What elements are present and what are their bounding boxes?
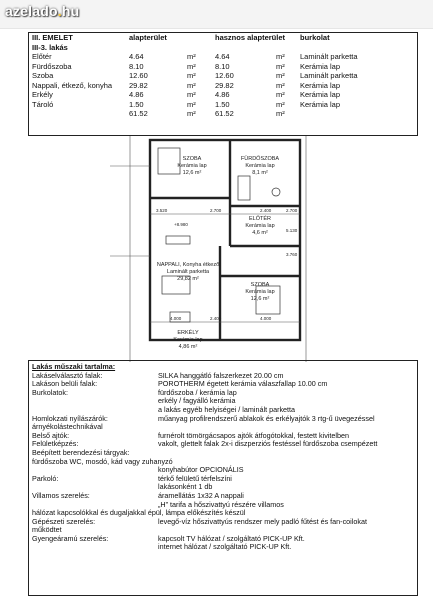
spec-value: lakásonként 1 db	[158, 482, 213, 492]
table-total-row	[29, 109, 417, 119]
table-cell: m²	[187, 99, 196, 109]
table-cell: m²	[276, 71, 285, 80]
dimension-label: 5.130	[286, 228, 298, 233]
table-cell: Tároló	[32, 99, 54, 109]
spec-value: vakolt, glettelt falak 2x-i diszperziós festéssel fürdőszoba csempézett	[158, 439, 378, 449]
table-cell: hasznos alapterület	[215, 33, 286, 42]
spec-title: Lakás műszaki tartalma:	[32, 362, 116, 371]
spec-value: POROTHERM égetett kerámia válaszfallap 10.00 cm	[158, 379, 328, 389]
logo-dot: .	[57, 3, 62, 19]
dimension-label: 2.700	[286, 208, 298, 213]
table-cell: 12.60	[215, 71, 234, 80]
room-label-line: 12,6 m²	[182, 170, 202, 176]
floor-plan	[110, 136, 320, 362]
plan-walls	[150, 140, 300, 340]
dimension-label: 2.700	[210, 208, 222, 213]
table-row	[29, 100, 417, 110]
room-label-line: Kerámia lap	[177, 163, 207, 169]
table-cell: Kerámia lap	[300, 99, 341, 109]
room-label-furdo	[241, 155, 280, 176]
table-cell: Kerámia lap	[300, 90, 341, 99]
spec-label: Lakáson belüli falak:	[32, 379, 98, 389]
table-cell: m²	[187, 61, 196, 71]
room-label-line: Kerámia lap	[245, 223, 275, 229]
table-row	[29, 52, 417, 62]
plan-dimension-lines	[110, 136, 306, 362]
spec-value: műanyag profilrendszerű ablakok és erkélyajtók 3 rtg-ű üvegezéssel	[158, 413, 375, 423]
table-cell: m²	[276, 80, 285, 90]
spec-label: árnyékolástechnikával	[32, 422, 103, 432]
room-label-line: 29,82 m²	[177, 276, 199, 282]
spec-label: Gépészeti szerelés:	[32, 516, 96, 526]
site-logo[interactable]	[5, 3, 79, 19]
room-label-line: ELŐTÉR	[248, 216, 272, 222]
toilet	[272, 188, 280, 196]
spec-body	[32, 363, 416, 552]
spec-value: levegő-víz hőszivattyús rendszer mely padló fűtést és fan-coilokat	[158, 516, 367, 526]
spec-line	[32, 518, 416, 527]
table-cell: 12.60	[129, 71, 148, 80]
room-label-line: SZOBA	[182, 156, 202, 162]
room-label-line: Kerámia lap	[173, 337, 203, 343]
spec-value: „H” tarifa a hőszivattyú részére villamos	[158, 499, 284, 509]
spec-label: Homlokzati nyílászárók:	[32, 413, 108, 423]
table-header	[29, 33, 417, 43]
spec-value: konyhabútor OPCIONÁLIS	[158, 465, 244, 475]
table-cell: m²	[276, 109, 285, 118]
table-cell: 1.50	[129, 99, 144, 109]
room-label-line: NAPPALI, Konyha étkező	[156, 262, 220, 268]
table-cell: alapterület	[129, 33, 167, 42]
room-label-nappali	[157, 262, 219, 282]
table-cell: Fürdőszoba	[32, 61, 72, 71]
table-cell: 1.50	[215, 99, 230, 109]
table-cell: m²	[187, 109, 196, 118]
room-label-erkely	[173, 329, 202, 350]
spec-label: Felületképzés:	[32, 439, 79, 449]
room-label-line: Laminált parketta	[166, 269, 210, 275]
table-cell: Erkély	[32, 90, 53, 99]
spec-value: áramellátás 1x32 A nappali	[158, 490, 244, 500]
table-cell: Kerámia lap	[300, 61, 341, 71]
dimension-label: 2.400	[260, 208, 272, 213]
room-label-szoba-top	[177, 156, 206, 176]
spec-label: Burkolatok:	[32, 387, 68, 397]
table-cell: m²	[276, 52, 285, 61]
logo-tld: hu	[61, 3, 80, 19]
table-cell: burkolat	[300, 33, 330, 42]
bed-top	[158, 148, 180, 174]
room-label-line: 4,86 m²	[178, 344, 198, 350]
table-cell: Laminált parketta	[300, 71, 358, 80]
table-cell: Nappali, étkező, konyha	[32, 80, 113, 90]
spec-label: Beépített berendezési tárgyak:	[32, 447, 130, 457]
table-cell: 61.52	[129, 109, 148, 118]
table-cell: Kerámia lap	[300, 80, 341, 90]
dimension-label: 3.760	[286, 252, 298, 257]
table-row	[29, 90, 417, 100]
spec-value: kapcsolt TV hálózat / szolgáltató PICK-UP Kft.	[158, 533, 305, 543]
table-cell: 8.10	[215, 61, 230, 71]
table-cell: 4.64	[129, 52, 144, 61]
spec-value: furnérolt tömörgácsapos ajtók átfogótokkal, festett kivitelben	[158, 430, 349, 440]
room-label-line: 4,6 m²	[252, 230, 268, 236]
area-table-body	[29, 33, 417, 119]
spec-value: erkély / fagyálló kerámia	[158, 396, 236, 406]
spec-line	[32, 475, 416, 484]
room-label-eloter	[245, 215, 274, 236]
spec-value: a lakás egyéb helyiségei / laminált parketta	[158, 404, 296, 414]
table-cell: 61.52	[215, 109, 234, 118]
technical-specs	[28, 360, 418, 596]
table-subheader	[29, 43, 417, 53]
table-cell: III-3. lakás	[32, 42, 68, 52]
spec-label: Lakáselválasztó falak:	[32, 370, 103, 380]
bathtub	[238, 176, 250, 200]
spec-label: fürdőszoba WC, mosdó, kád vagy zuhanyzó	[32, 456, 173, 466]
table-cell: 8.10	[129, 61, 144, 71]
area-table	[28, 32, 418, 136]
spec-label: Belső ajtók:	[32, 430, 70, 440]
dimension-label: 3.520	[156, 208, 168, 213]
table-cell: Laminált parketta	[300, 52, 358, 61]
table-cell: m²	[276, 99, 285, 109]
room-label-line: ERKÉLY	[177, 330, 199, 336]
room-label-line: SZOBA	[250, 282, 270, 288]
table-row	[29, 62, 417, 72]
dimension-label: 4.000	[170, 316, 182, 321]
spec-label: Villamos szerelés:	[32, 490, 90, 500]
table-cell: m²	[187, 90, 196, 99]
table-cell: 4.86	[215, 90, 230, 99]
room-label-line: FÜRDŐSZOBA	[240, 156, 280, 162]
kitchen-counter	[166, 236, 190, 244]
site-header	[0, 0, 433, 29]
room-label-line: Kerámia lap	[245, 163, 275, 169]
spec-label: Parkoló:	[32, 473, 59, 483]
room-label-line: 12,6 m²	[250, 296, 270, 302]
table-cell: 29.82	[129, 80, 148, 90]
table-cell: m²	[276, 61, 285, 71]
spec-value: SILKA hanggátló falszerkezet 20.00 cm	[158, 370, 284, 380]
room-label-line: Kerámia lap	[245, 289, 275, 295]
dimension-label: 4.000	[260, 316, 272, 321]
room-label-line: 8,1 m²	[252, 170, 268, 176]
dimension-label: +8.980	[174, 222, 188, 227]
table-cell: III. EMELET	[32, 33, 73, 42]
dimension-label: 2.400	[210, 316, 222, 321]
spec-value: térkő felületű térfelszíni	[158, 473, 232, 483]
spec-value: internet hálózat / szolgáltató PICK-UP Kft.	[158, 542, 292, 552]
spec-value: fürdőszoba / kerámia lap	[158, 387, 237, 397]
table-cell: 29.82	[215, 80, 234, 90]
table-cell: m²	[187, 52, 196, 61]
spec-label: Gyengeáramú szerelés:	[32, 533, 109, 543]
table-cell: m²	[276, 90, 285, 99]
room-label-szoba-bottom	[245, 282, 274, 302]
table-row	[29, 81, 417, 91]
table-cell: m²	[187, 80, 196, 90]
table-row	[29, 71, 417, 81]
table-cell: Előtér	[32, 52, 52, 61]
table-cell: Szoba	[32, 71, 54, 80]
spec-label: működtet	[32, 525, 62, 535]
table-cell: 4.64	[215, 52, 230, 61]
logo-main: azelado	[5, 3, 58, 19]
spec-line	[32, 543, 416, 552]
spec-label: hálózat kapcsolókkal és dugaljakkal épül, lámpa előkészítés készül	[32, 508, 246, 518]
table-cell: 4.86	[129, 90, 144, 99]
table-cell: m²	[187, 71, 196, 80]
